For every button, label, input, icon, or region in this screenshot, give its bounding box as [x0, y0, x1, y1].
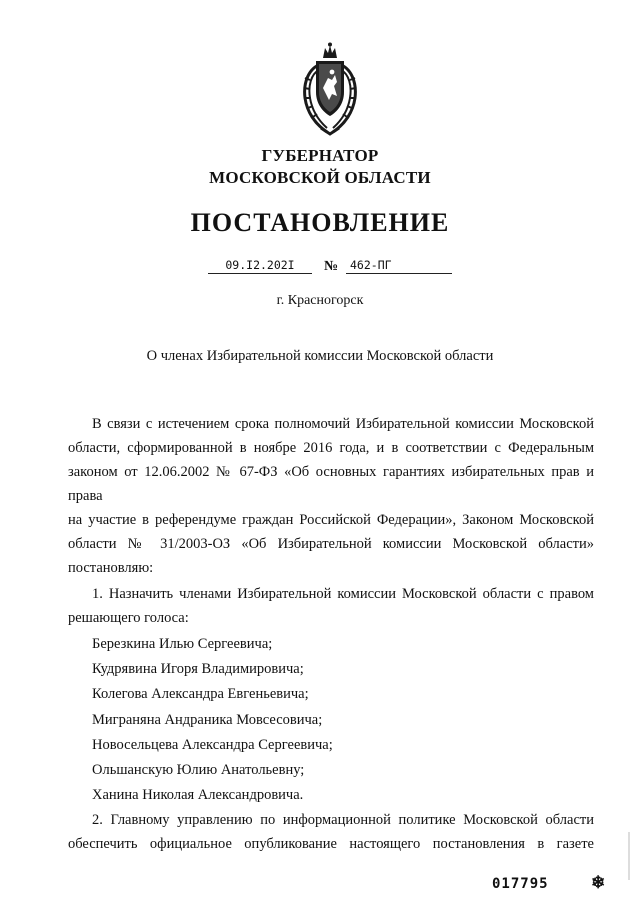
- preamble-line: области, сформированной в ноябре 2016 года, и в соответствии с Федеральным: [68, 440, 594, 456]
- item-2-line: обеспечить официальное опубликование настоящего постановления в газете: [68, 836, 594, 853]
- document-subject: О членах Избирательной комиссии Московской области: [146, 348, 494, 364]
- registration-date: 09.I2.202I: [208, 258, 312, 274]
- document-type-title: ПОСТАНОВЛЕНИЕ: [190, 208, 450, 237]
- authority-line-1: ГУБЕРНАТОР: [261, 146, 379, 165]
- registration-line: [208, 258, 448, 280]
- list-item: Колегова Александра Евгеньевича;: [92, 686, 309, 703]
- preamble-line: В связи с истечением срока полномочий Избирательной комиссии Московской: [92, 416, 594, 432]
- preamble-line: постановляю:: [68, 560, 154, 576]
- item-1-line: 1. Назначить членами Избирательной комиссии Московской области с правом: [92, 586, 594, 602]
- item-1-line: решающего голоса:: [68, 610, 189, 626]
- snowflake-icon: ❄: [591, 873, 606, 892]
- preamble-line: законом от 12.06.2002 № 67-ФЗ «Об основных гарантиях избирательных прав и права: [68, 464, 594, 504]
- item-2-line: 2. Главному управлению по информационной политике Московской области: [92, 812, 594, 829]
- scan-edge-mark: [628, 832, 630, 880]
- place-of-issue: г. Красногорск: [276, 293, 364, 308]
- serial-number: 017795: [492, 876, 549, 892]
- list-item: Новосельцева Александра Сергеевича;: [92, 736, 333, 753]
- number-sign: №: [324, 259, 339, 274]
- moscow-oblast-coat-of-arms-icon: [299, 42, 361, 137]
- list-item: Ольшанскую Юлию Анатольевну;: [92, 761, 305, 778]
- list-item: Ханина Николая Александровича.: [92, 787, 304, 804]
- list-item: Кудрявина Игоря Владимировича;: [92, 661, 304, 678]
- document-body: [68, 412, 594, 856]
- list-item: Миграняна Андраника Мовсесовича;: [92, 711, 323, 728]
- list-item: Березкина Илью Сергеевича;: [92, 636, 273, 652]
- preamble-line: на участие в референдуме граждан Российской Федерации», Законом Московской: [68, 512, 594, 528]
- registration-number: 462-ПГ: [346, 258, 452, 274]
- members-list: [68, 632, 594, 807]
- preamble-line: области № 31/2003-ОЗ «Об Избирательной комиссии Московской области»: [68, 536, 594, 552]
- authority-line-2: МОСКОВСКОЙ ОБЛАСТИ: [209, 168, 431, 187]
